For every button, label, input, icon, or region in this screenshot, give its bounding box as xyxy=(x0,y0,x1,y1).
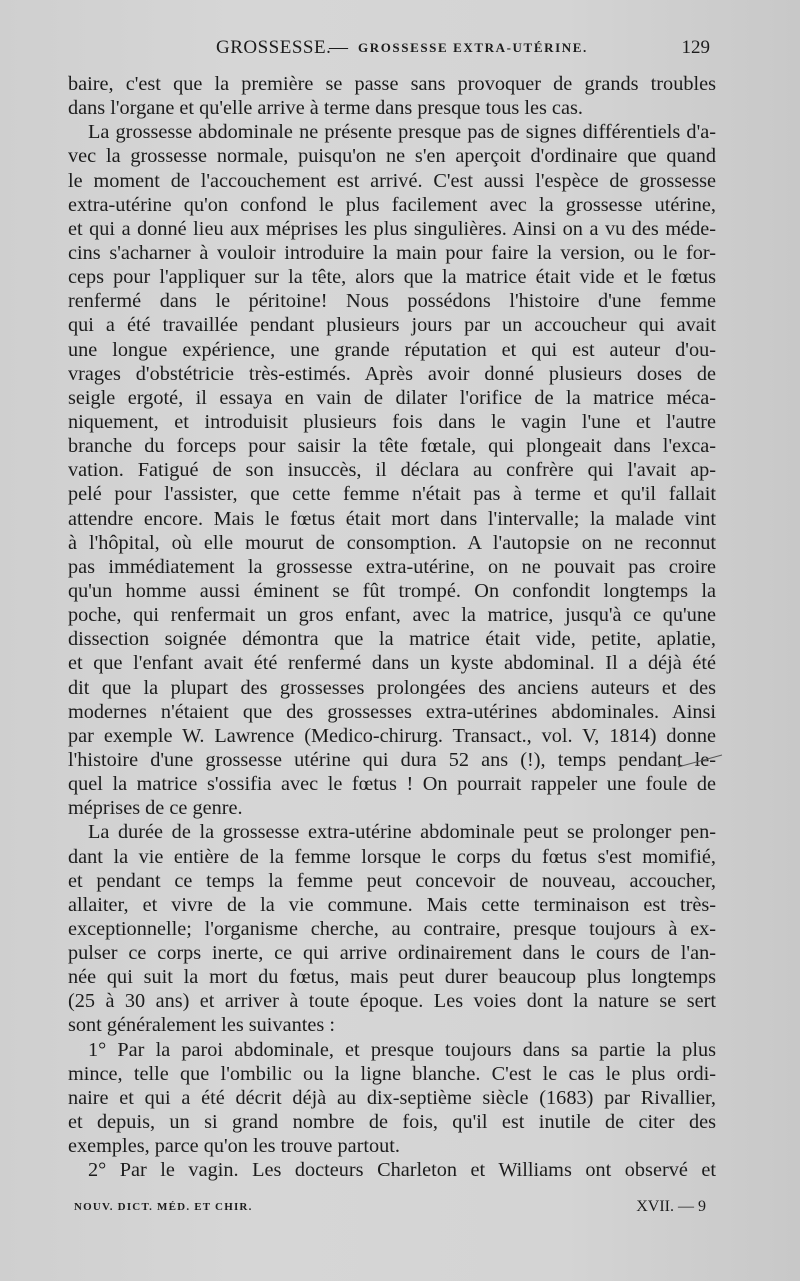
text-line: ceps pour l'appliquer sur la tête, alors que la matrice était vide et le fœtus xyxy=(68,266,716,289)
text-line: dit que la plupart des grossesses prolongées des anciens auteurs et des xyxy=(68,676,716,699)
text-line: pas immédiatement la grossesse extra-utérine, on ne pouvait pas croire xyxy=(68,555,716,578)
header-separator: — xyxy=(329,37,348,58)
text-line: à l'hôpital, où elle mourut de consomption. A l'autopsie on ne reconnut xyxy=(68,531,716,554)
text-line: le moment de l'accouchement est arrivé. C'est aussi l'espèce de grossesse xyxy=(68,169,716,192)
text-line: dans l'organe et qu'elle arrive à terme dans presque tous les cas. xyxy=(68,97,583,120)
text-line: vec la grossesse normale, puisqu'on ne s'en aperçoit d'ordinaire que quand xyxy=(68,145,716,168)
footer-signature-right: XVII. — 9 xyxy=(636,1198,706,1215)
text-line: par exemple W. Lawrence (Medico-chirurg. Transact., vol. V, 1814) donne xyxy=(68,724,716,747)
text-line: et qui a donné lieu aux méprises les plus singulières. Ainsi on a vu des méde- xyxy=(68,217,716,240)
text-line: dissection soignée démontra que la matrice était vide, petite, aplatie, xyxy=(68,628,716,651)
text-line: La durée de la grossesse extra-utérine abdominale peut se prolonger pen- xyxy=(88,821,716,844)
text-line: extra-utérine qu'on confond le plus facilement avec la grossesse utérine, xyxy=(68,193,716,216)
text-line: exemples, parce qu'on les trouve partout. xyxy=(68,1135,400,1158)
text-line: poche, qui renfermait un gros enfant, avec la matrice, jusqu'à ce qu'une xyxy=(68,604,716,627)
text-line: une longue expérience, une grande réputation et qui est auteur d'ou- xyxy=(68,338,716,361)
header-title: GROSSESSE. xyxy=(216,37,332,58)
text-line: baire, c'est que la première se passe sans provoquer de grands troubles xyxy=(68,73,716,95)
running-header xyxy=(68,37,716,67)
text-line: qu'un homme aussi éminent se fût trompé. On confondit longtemps la xyxy=(68,579,716,602)
text-line: naire et qui a été décrit déjà au dix-septième siècle (1683) par Rivallier, xyxy=(68,1086,716,1109)
text-line: 1° Par la paroi abdominale, et presque toujours dans sa partie la plus xyxy=(88,1038,716,1061)
text-line: 2° Par le vagin. Les docteurs Charleton et Williams ont observé et xyxy=(88,1159,716,1182)
text-line: sont généralement les suivantes : xyxy=(68,1014,335,1037)
text-line: l'histoire d'une grossesse utérine qui dura 52 ans (!), temps pendant le- xyxy=(68,748,716,771)
text-line: niquement, et introduisit plusieurs fois dans le vagin l'une et l'autre xyxy=(68,410,716,433)
text-line: vrages d'obstétricie très-estimés. Après avoir donné plusieurs doses de xyxy=(68,362,716,385)
text-line: dant la vie entière de la femme lorsque le corps du fœtus s'est momifié, xyxy=(68,845,716,868)
text-line: La grossesse abdominale ne présente presque pas de signes différentiels d'a- xyxy=(88,121,716,144)
text-line: seigle ergoté, il essaya en vain de dilater l'orifice de la matrice méca- xyxy=(68,386,716,409)
page-number: 129 xyxy=(681,37,710,58)
text-line: attendre encore. Mais le fœtus était mort dans l'intervalle; la malade vint xyxy=(68,507,716,530)
text-line: allaiter, et vivre de la vie commune. Mais cette terminaison est très- xyxy=(68,893,716,916)
pencil-mark xyxy=(676,753,724,769)
text-line: et que l'enfant avait été renfermé dans un kyste abdominal. Il a déjà été xyxy=(68,652,716,675)
text-line: mince, telle que l'ombilic ou la ligne blanche. C'est le cas le plus ordi- xyxy=(68,1062,716,1085)
text-line: qui a été travaillée pendant plusieurs jours par un accoucheur qui avait xyxy=(68,314,716,337)
text-line: pulser ce corps inerte, ce qui arrive ordinairement dans le cours de l'an- xyxy=(68,942,716,965)
text-line: (25 à 30 ans) et arriver à toute époque. Les voies dont la nature se sert xyxy=(68,990,716,1013)
text-line: et pendant ce temps la femme peut concevoir de nouveau, accoucher, xyxy=(68,869,716,892)
text-line: exceptionnelle; l'organisme cherche, au contraire, presque toujours à ex- xyxy=(68,917,716,940)
text-line: quel la matrice s'ossifia avec le fœtus ! On pourrait rappeler une foule de xyxy=(68,773,716,796)
text-line: vation. Fatigué de son insuccès, il déclara au confrère qui l'avait ap- xyxy=(68,459,716,482)
text-line: cins s'acharner à vouloir introduire la main pour faire la version, ou le for- xyxy=(68,241,716,264)
text-line: méprises de ce genre. xyxy=(68,797,243,820)
footer-signature-left: NOUV. DICT. MÉD. ET CHIR. xyxy=(74,1201,253,1213)
header-subtitle: GROSSESSE EXTRA-UTÉRINE. xyxy=(358,40,588,55)
text-line: née qui suit la mort du fœtus, mais peut durer beaucoup plus longtemps xyxy=(68,966,716,989)
text-line: branche du forceps pour saisir la tête fœtale, qui plongeait dans l'exca- xyxy=(68,435,716,458)
text-line: renfermé dans le péritoine! Nous possédons l'histoire d'une femme xyxy=(68,290,716,313)
body-text xyxy=(68,72,716,1182)
text-line: pelé pour l'assister, que cette femme n'était pas à terme et qu'il fallait xyxy=(68,483,716,506)
text-line: modernes n'étaient que des grossesses extra-utérines abdominales. Ainsi xyxy=(68,700,716,723)
text-line: et depuis, un si grand nombre de fois, qu'il est inutile de citer des xyxy=(68,1111,716,1134)
page-footer xyxy=(74,1198,706,1220)
